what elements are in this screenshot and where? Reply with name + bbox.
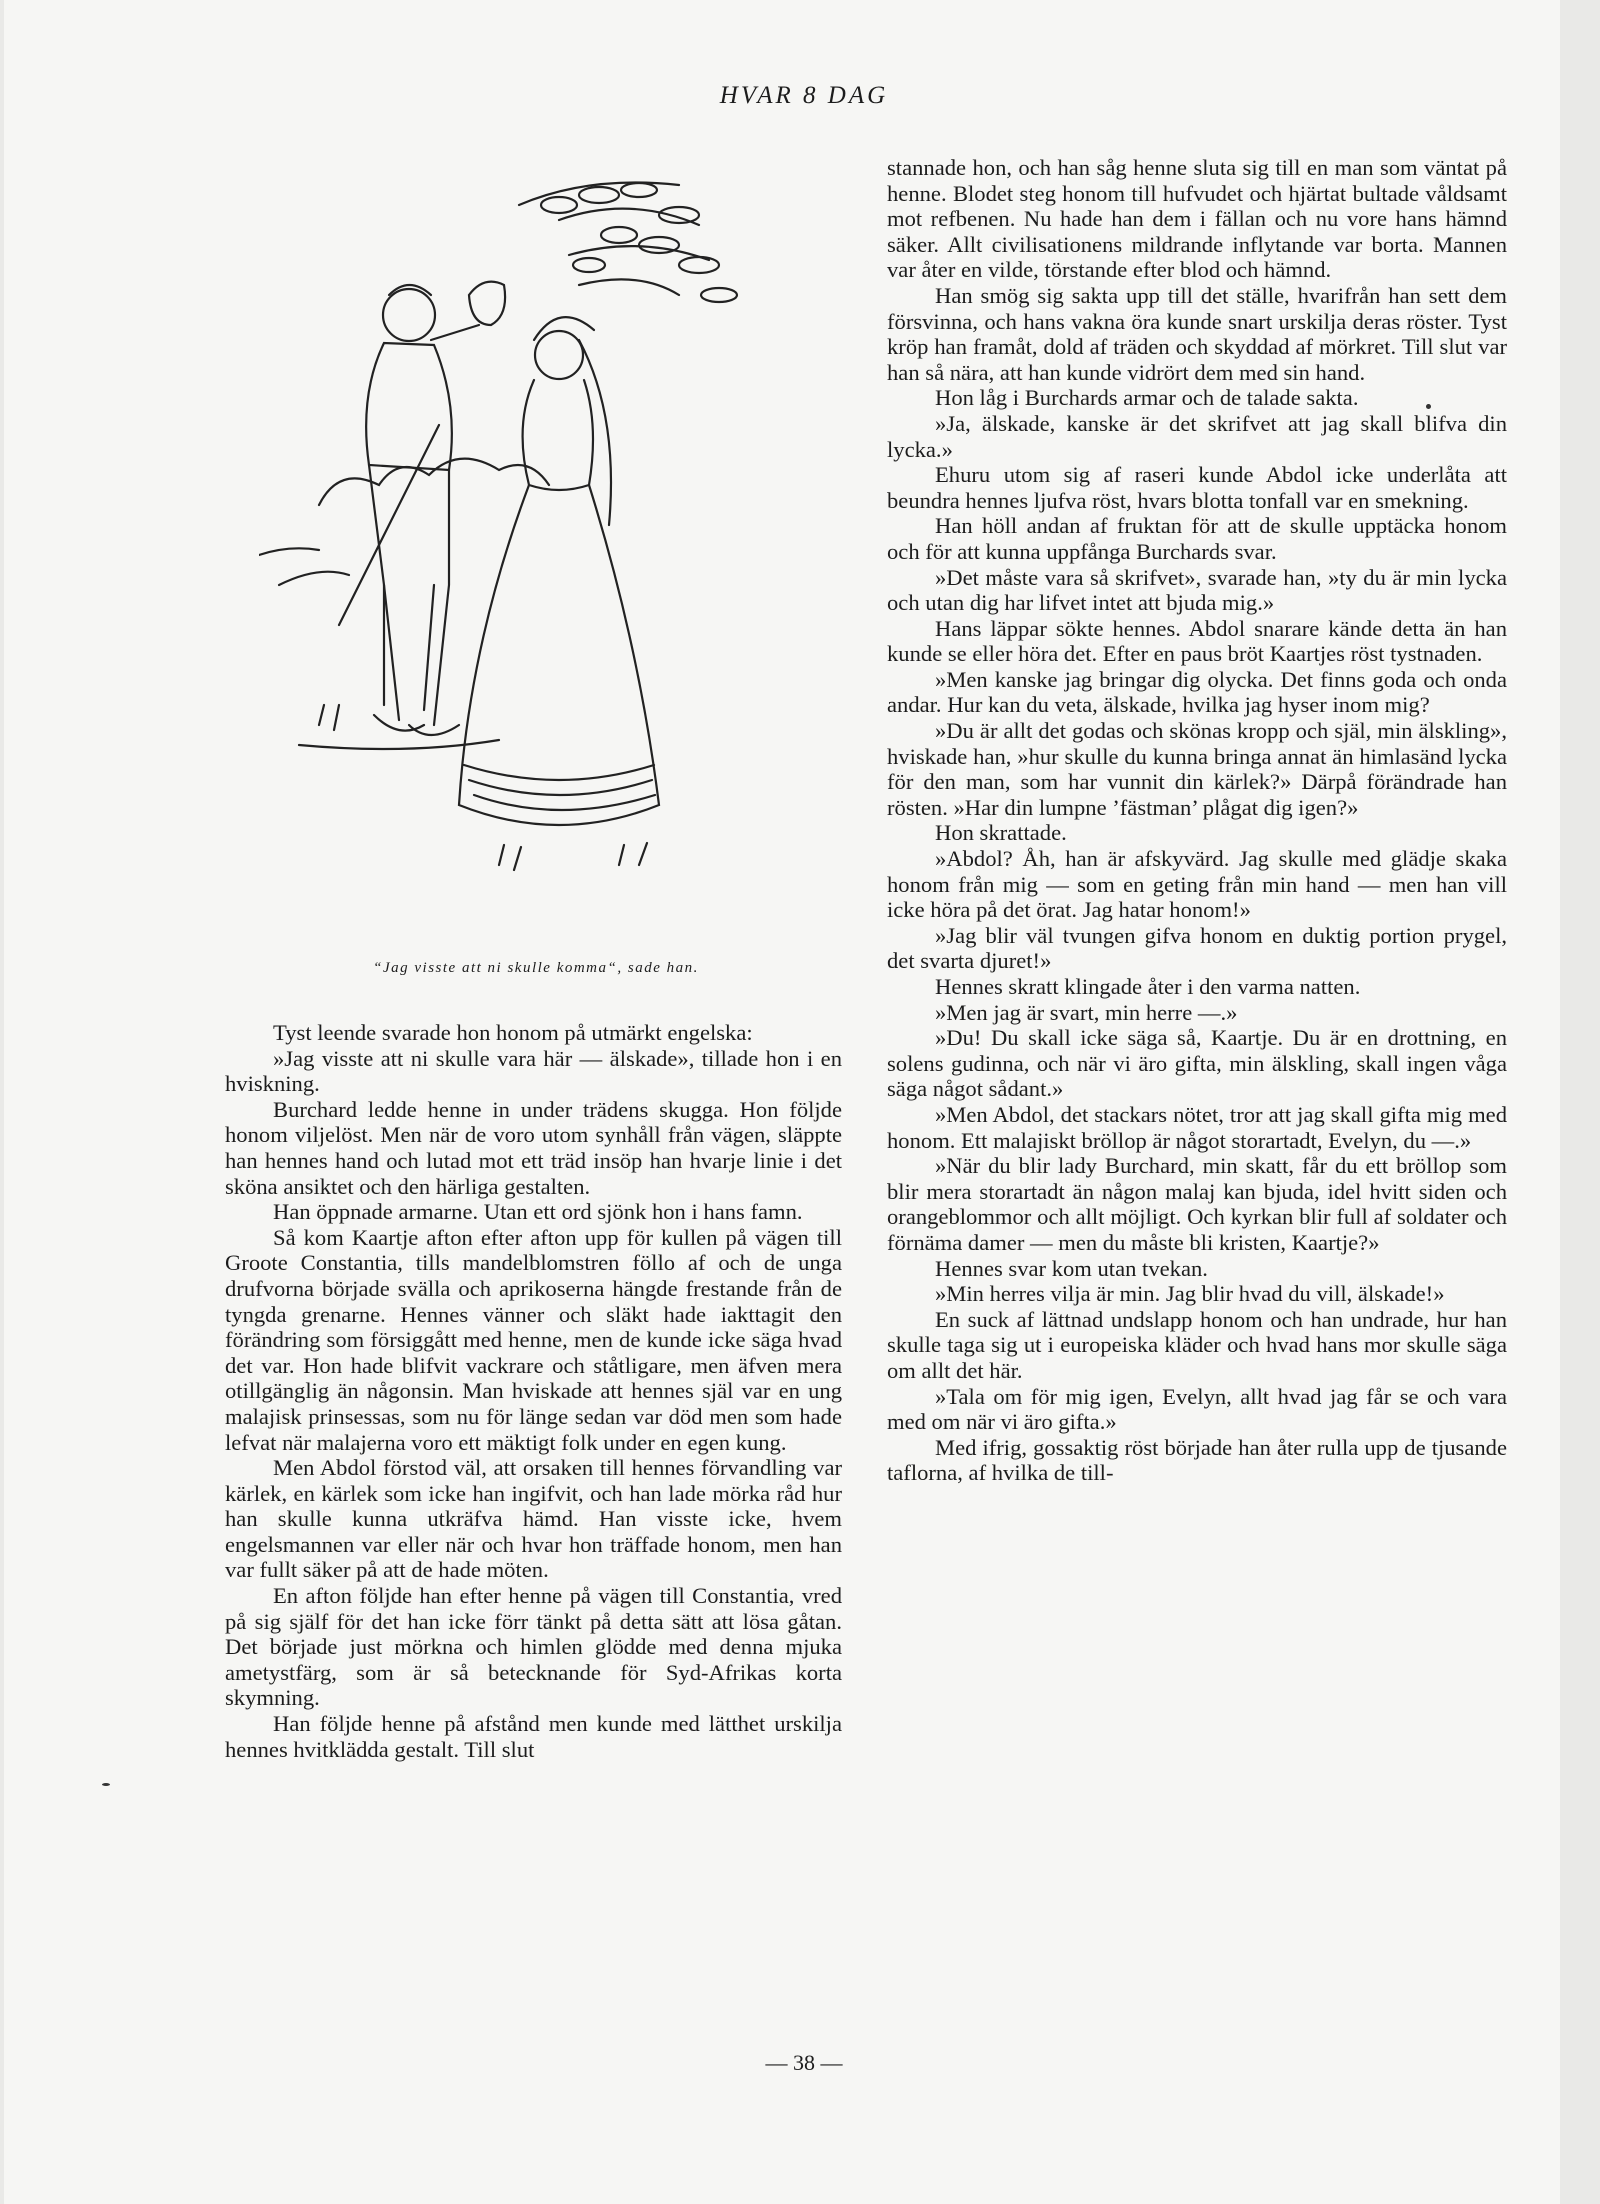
paragraph: »Men jag är svart, min herre —.» xyxy=(935,999,1238,1025)
paragraph: Hennes skratt klingade åter i den varma natten. xyxy=(935,974,1361,999)
paragraph: »Tala om för mig igen, Evelyn, allt hvad jag får se och vara med om när vi äro gifta.» xyxy=(887,1383,1507,1435)
paragraph: »Men Abdol, det stackars nötet, tror att jag skall gifta mig med honom. Ett malajiskt bröllop är något storartadt, Evelyn, du —.» xyxy=(887,1101,1507,1153)
paragraph: »Det måste vara så skrifvet», svarade han, »ty du är min lycka och utan dig har lifvet intet att bjuda mig.» xyxy=(887,564,1507,616)
paragraph: En suck af lättnad undslapp honom och han undrade, hur han skulle taga sig ut i europeiska kläder och hvad hans mor skulle säga om allt det här. xyxy=(887,1306,1507,1383)
print-speck xyxy=(102,1783,110,1786)
paragraph: »Abdol? Åh, han är afskyvärd. Jag skulle med glädje skaka honom från mig — som en geting från min hand — men han vill icke höra på det örat. Jag hatar honom!» xyxy=(887,846,1507,923)
paragraph: Men Abdol förstod väl, att orsaken till hennes förvandling var kärlek, en kärlek som icke han ingifvit, och han lade mörka råd hur han skulle kunna utkräfva hämd. Han visste icke, hvem engelsmannen var eller när och hvar hon träffade honom, men han var fullt säker på att de hade möten. xyxy=(225,1455,842,1583)
print-speck xyxy=(1426,404,1431,409)
paragraph: »När du blir lady Burchard, min skatt, får du ett bröllop som blir mera storartadt än någon malaj kan bjuda, idel hvitt siden och orangeblommor och allt möjligt. Och kyrkan blir full af soldater och förnäma damer — men du måste bli kristen, Kaartje?» xyxy=(887,1153,1507,1255)
paragraph: Ehuru utom sig af raseri kunde Abdol icke underlåta att beundra hennes ljufva röst, hvars blotta tonfall var en smekning. xyxy=(887,462,1507,513)
left-column xyxy=(225,1020,842,1762)
paragraph: »Jag visste att ni skulle vara här — älskade», tillade hon i en hviskning. xyxy=(225,1045,842,1097)
paragraph: Han öppnade armarne. Utan ett ord sjönk hon i hans famn. xyxy=(273,1199,803,1225)
running-header: HVAR 8 DAG xyxy=(719,82,889,109)
right-column xyxy=(887,155,1507,1486)
engraving-illustration xyxy=(259,165,849,945)
paragraph: »Ja, älskade, kanske är det skrifvet att jag skall blifva din lycka.» xyxy=(887,410,1507,462)
paragraph: Med ifrig, gossaktig röst började han åter rulla upp de tjusande taflorna, af hvilka de till- xyxy=(887,1434,1507,1486)
paragraph: »Du! Du skall icke säga så, Kaartje. Du är en drottning, en solens gudinna, och när vi äro gifta, min älskling, skall ingen våga säga något sådant.» xyxy=(887,1025,1507,1102)
paragraph: Hans läppar sökte hennes. Abdol snarare kände detta än han kunde se eller höra det. Efter en paus bröt Kaartjes röst tystnaden. xyxy=(887,615,1507,667)
paragraph: Hon låg i Burchards armar och de talade sakta. xyxy=(935,385,1359,411)
paragraph: »Men kanske jag bringar dig olycka. Det finns goda och onda andar. Hur kan du veta, älskade, hvilka jag hyser inom mig? xyxy=(887,666,1507,718)
paragraph: Han smög sig sakta upp till det ställe, hvarifrån han sett dem försvinna, och hans vakna öra kunde snart urskilja deras röster. Tyst kröp han framåt, dold af träden och skyddad af mörkret. Till slut var han så nära, att han kunde vidrört dem med sin hand. xyxy=(887,282,1507,385)
paragraph: stannade hon, och han såg henne sluta sig till en man som väntat på henne. Blodet steg honom till hufvudet och hjärtat bultade våldsamt mot refbenen. Nu hade han dem i fällan och nu vore hans hämnd säker. Allt civilisationens mildrande inflytande var borta. Mannen var åter en vilde, törstande efter blod och hämnd. xyxy=(887,155,1507,283)
paragraph: Hennes svar kom utan tvekan. xyxy=(935,1255,1208,1281)
paragraph: Tyst leende svarade hon honom på utmärkt engelska: xyxy=(273,1020,753,1045)
paragraph: Han höll andan af fruktan för att de skulle upptäcka honom och för att kunna uppfånga Burchards svar. xyxy=(887,513,1507,564)
paragraph: Så kom Kaartje afton efter afton upp för kullen på vägen till Groote Constantia, tills mandelblomstren föllo af och de unga drufvorna började svälla och aprikoserna hängde frestande från de tyngda grenarne. Hennes vänner och släkt hade iakttagit den förändring som försiggått med henne, men de kunde icke säga hvad det var. Hon hade blifvit vackrare och ståtligare, men äfven mera otillgänglig än någonsin. Man hviskade att hennes själ var en ung malajisk prinsessas, som nu för länge sedan var död men som hade lefvat när malajerna voro ett mäktigt folk under en egen kung. xyxy=(225,1224,842,1455)
paragraph: Han följde henne på afstånd men kunde med lätthet urskilja hennes hvitklädda gestalt. Till slut xyxy=(225,1711,842,1762)
paragraph: »Du är allt det godas och skönas kropp och själ, min älskling», hviskade han, »hur skulle du kunna bringa annat än himlasänd lycka för den man, som har vunnit din kärlek?» Därpå förändrade han rösten. »Har din lumpne ’fästman’ plågat dig igen?» xyxy=(887,718,1507,820)
paragraph: Burchard ledde henne in under trädens skugga. Hon följde honom viljelöst. Men när de voro utom synhåll från vägen, släppte han hennes hand och lutad mot ett träd insöp han hvarje linie i det sköna ansiktet och den härliga gestalten. xyxy=(225,1096,842,1199)
page xyxy=(4,0,1560,2204)
page-number: — 38 — xyxy=(765,2050,843,2075)
illustration-caption: “Jag visste att ni skulle komma“, sade han. xyxy=(373,960,699,976)
paragraph: »Min herres vilja är min. Jag blir hvad du vill, älskade!» xyxy=(935,1281,1445,1307)
paragraph: »Jag blir väl tvungen gifva honom en duktig portion prygel, det svarta djuret!» xyxy=(887,922,1507,974)
paragraph: Hon skrattade. xyxy=(935,820,1067,846)
paragraph: En afton följde han efter henne på vägen till Constantia, vred på sig själf för det han icke förr tänkt på detta sätt att lösa gåtan. Det började just mörkna och himlen glödde med denna mjuka ametystfärg, som är så betecknande för Syd-Afrikas korta skymning. xyxy=(225,1583,842,1711)
